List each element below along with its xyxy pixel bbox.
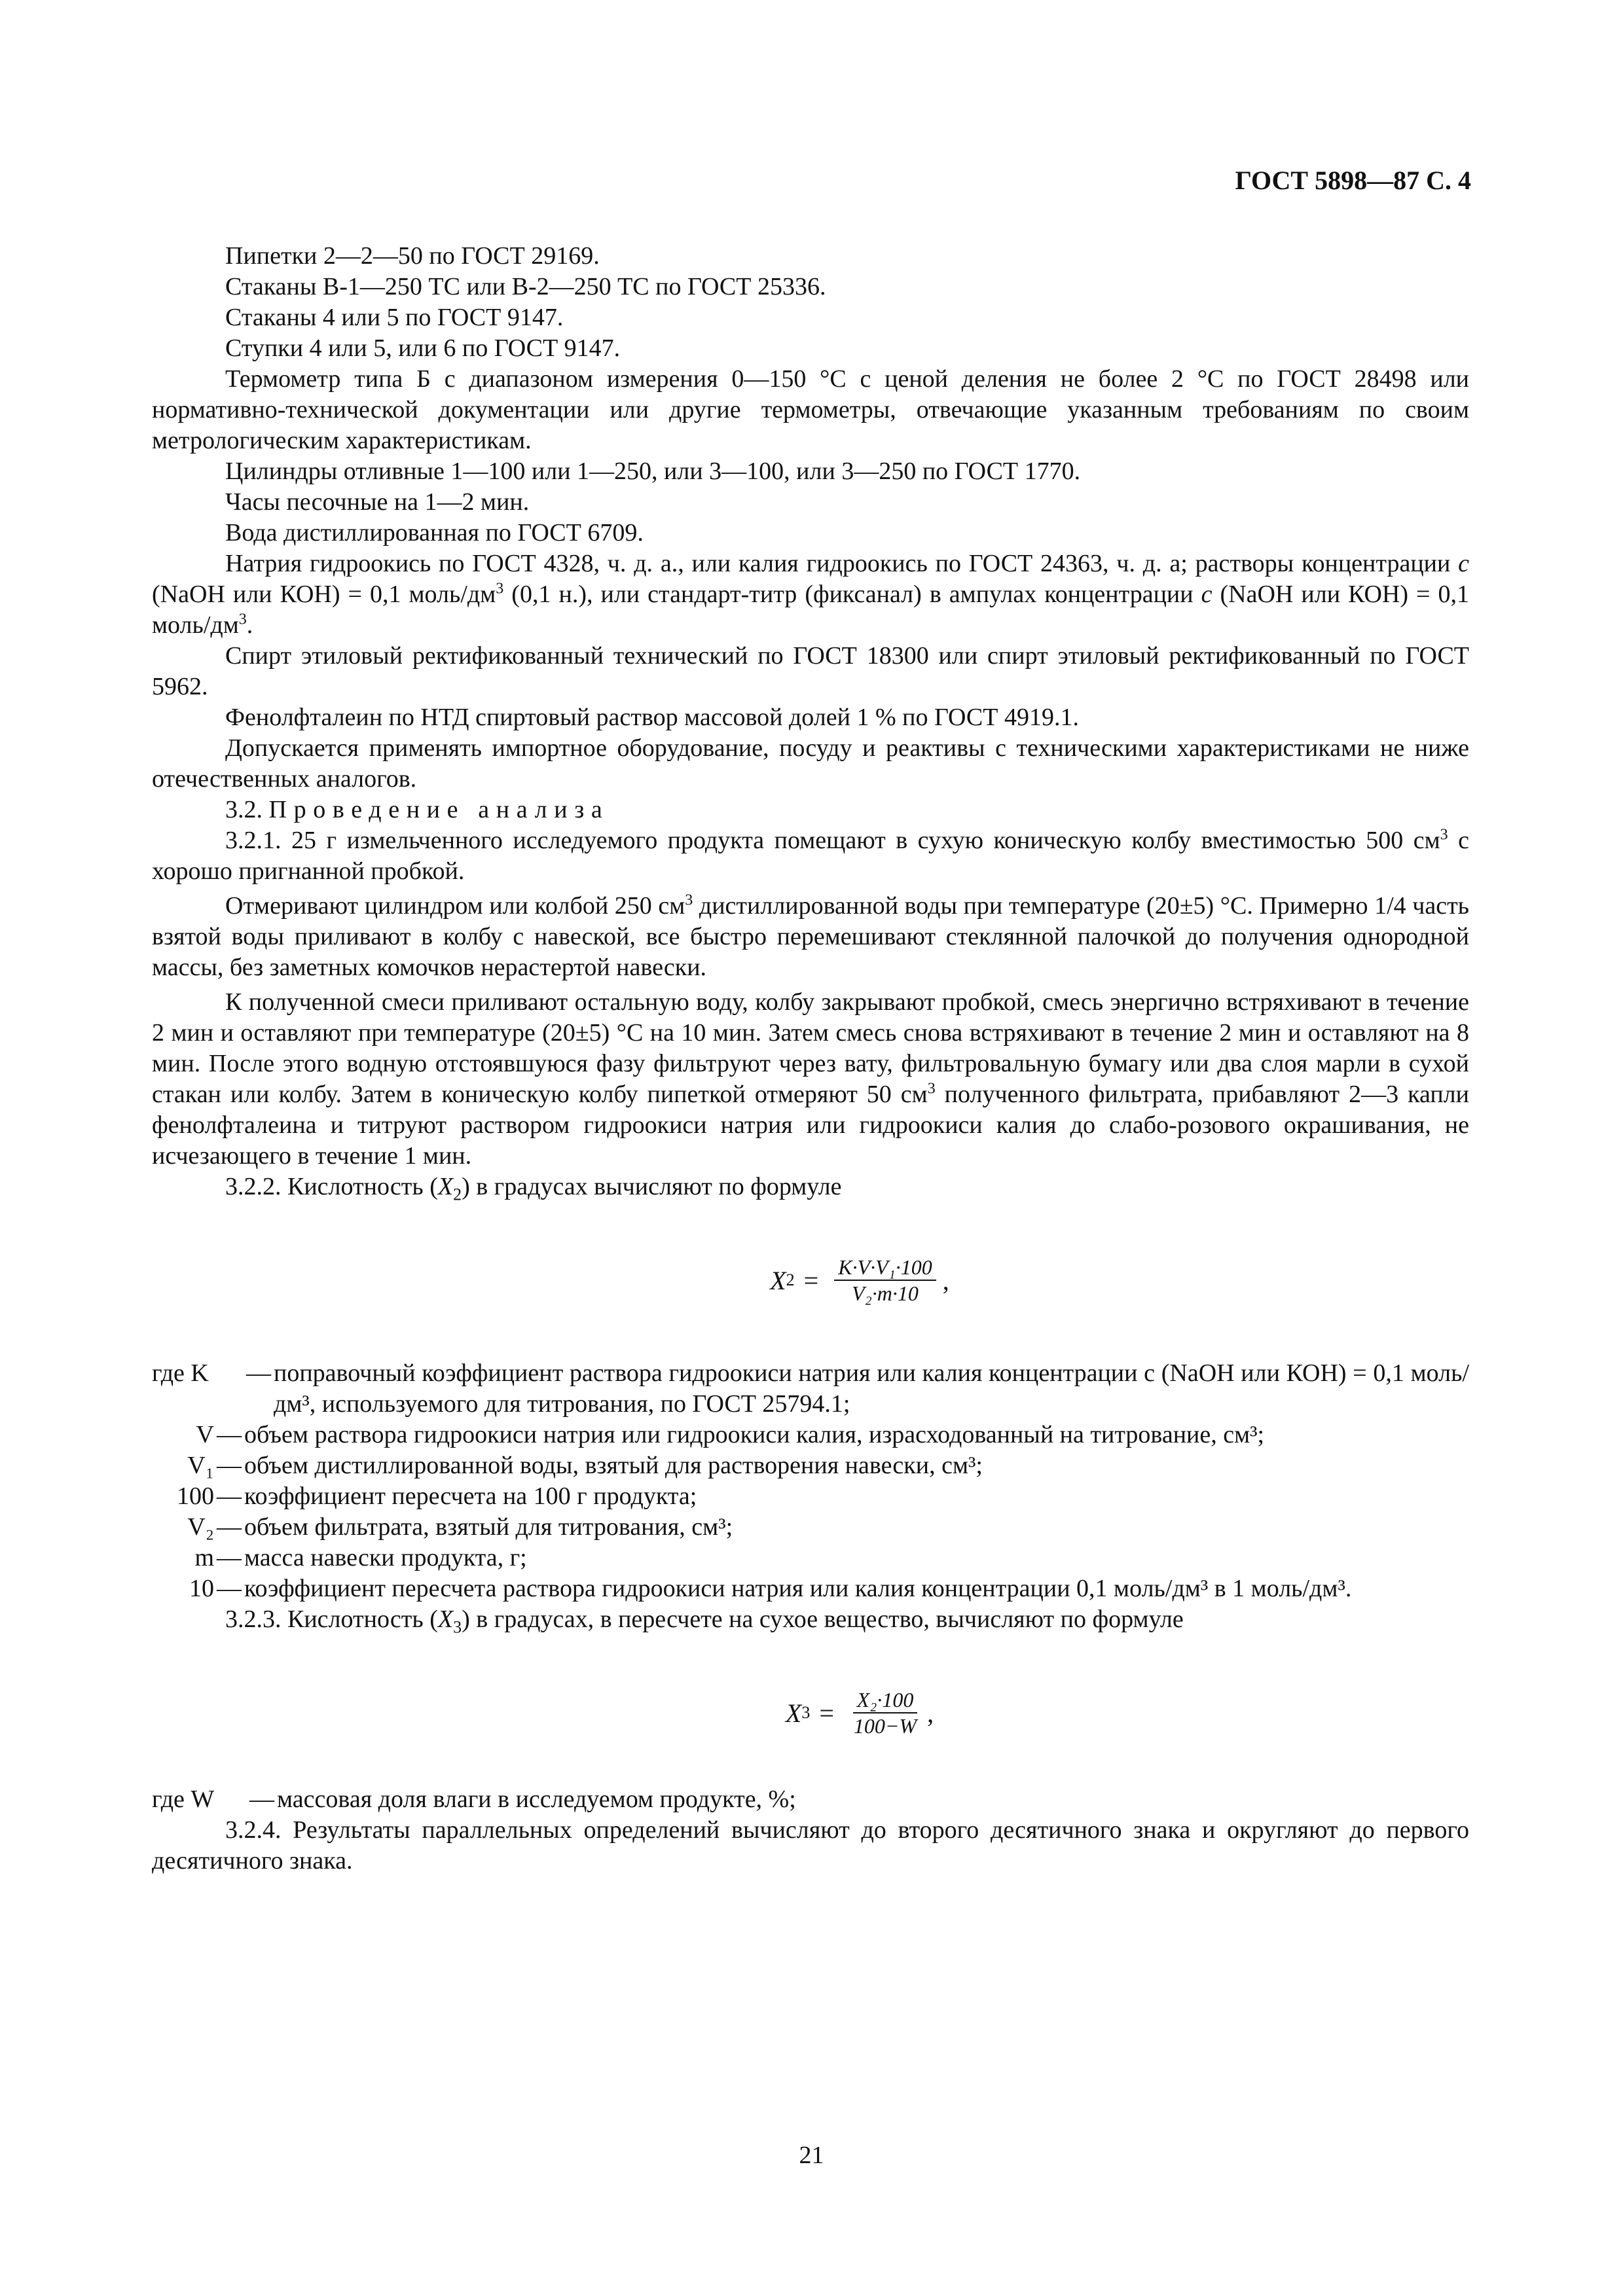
item-sand-clock: Часы песочные на 1—2 мин. (225, 488, 530, 516)
formula-x3-fraction: $\frac{\text{X₂·100}}{100-W}$ (853, 1688, 917, 1738)
paragraph-322: 3.2.2. Кислотность $(X_2)$ в градусах вычисляют по формуле (225, 1173, 842, 1204)
def-10: 10 — коэффициент пересчета раствора гидроокиси натрия или калия концентрации 0,1 моль/дм³ в 1 моль/дм³. (189, 1575, 1352, 1602)
def-v2: V₂ — объем фильтрата, взятый для титрования, см³; (187, 1513, 733, 1541)
paragraph-321-b: Отмеривают цилиндром или колбой 250 $см^3$ дистиллированной воды при температуре (20±5) °С. Примерно 1/4 часть взятой воды приливают в колбу с навеской, все быстро перемешивают стеклянной палочкой до получения однородной массы, без заметных комочков нерастертой навески. (152, 891, 1470, 981)
def-k: где K — поправочный коэффициент раствора гидроокиси натрия или калия концентрации c (NaOH или КОН) = 0,1 моль/дм³, используемого для титрования, по ГОСТ 25794.1; (152, 1359, 1469, 1418)
item-naoh: Натрия гидроокись по ГОСТ 4328, ч. д. а., или калия гидроокись по ГОСТ 24363, ч. д. а; растворы концентрации c (NaOH или КОН) = 0,1 моль/$дм^3$ (0,1 н.), или стандарт-титр (фиксанал) в ампулах концентрации c (NaOH или КОН) = 0,1 моль/$дм^3$. (152, 550, 1469, 639)
item-phenolphthalein: Фенолфталеин по НТД спиртовый раствор массовой долей 1 % по ГОСТ 4919.1. (225, 704, 1079, 731)
paragraph-323: 3.2.3. Кислотность $(X_3)$ в градусах, в пересчете на сухое вещество, вычисляют по формуле (225, 1605, 1184, 1637)
paragraph-321: 3.2.1. 25 г измельченного исследуемого продукта помещают в сухую коническую колбу вместимостью 500 $см^3$ с хорошо пригнанной пробкой. (152, 826, 1469, 885)
item-thermometer: Термометр типа Б с диапазоном измерения 0—150 °С с ценой деления не более 2 °С по ГОСТ 28498 или нормативно-технической документации или другие термометры, отвечающие указанным требованиям по своим метрологическим характеристикам. (152, 365, 1469, 454)
item-imports: Допускается применять импортное оборудование, посуду и реактивы с техническими характеристиками не ниже отечественных аналогов. (152, 734, 1469, 793)
item-mortars: Ступки 4 или 5, или 6 по ГОСТ 9147. (225, 334, 621, 362)
paragraph-321-c: К полученной смеси приливают остальную воду, колбу закрывают пробкой, смесь энергично встряхивают в течение 2 мин и оставляют при температуре (20±5) °С на 10 мин. Затем смесь снова встряхивают в течение 2 мин и оставляют на 8 мин. После этого водную отстоявшуюся фазу фильтруют через вату, фильтровальную бумагу или два слоя марли в сухой стакан или колбу. Затем в коническую колбу пипеткой отмеряют 50 $см^3$ полученного фильтрата, прибавляют 2—3 капли фенолфталеина и титруют раствором гидроокиси натрия или гидроокиси калия до слабо-розового окрашивания, не исчезающего в течение 1 мин. (152, 988, 1469, 1170)
document-body (152, 241, 1469, 1876)
paragraph-324: 3.2.4. Результаты параллельных определений вычисляют до второго десятичного знака и округляют до первого десятичного знака. (152, 1816, 1469, 1874)
def-m: m — масса навески продукта, г; (194, 1544, 527, 1571)
page-header: ГОСТ 5898—87 С. 4 (1235, 166, 1471, 195)
formula-x2: X 2 = $\frac{\text{K·V·V₁·100}}{\text{V₂·m·10}}$ , (770, 1255, 949, 1305)
def-w: где W — массовая доля влаги в исследуемом продукте, %; (152, 1785, 796, 1813)
item-cylinders: Цилиндры отливные 1—100 или 1—250, или 3—100, или 3—250 по ГОСТ 1770. (225, 457, 1081, 485)
section-heading: 3.2. Проведение анализа (225, 796, 610, 823)
item-beakers: Стаканы 4 или 5 по ГОСТ 9147. (225, 304, 564, 331)
def-v1: V₁ — объем дистиллированной воды, взятый для растворения навески, см³; (187, 1452, 983, 1479)
def-v: V — объем раствора гидроокиси натрия или гидроокиси калия, израсходованный на титрование, см³; (196, 1421, 1265, 1448)
formula-x2-fraction: $\frac{\text{K·V·V₁·100}}{\text{V₂·m·10}}$ (834, 1255, 936, 1306)
item-water: Вода дистиллированная по ГОСТ 6709. (225, 519, 644, 547)
item-beakers-ts: Стаканы В-1—250 ТС или В-2—250 ТС по ГОСТ 25336. (225, 273, 826, 300)
definitions-x2 (152, 1358, 1469, 1604)
item-pipettes: Пипетки 2—2—50 по ГОСТ 29169. (225, 242, 600, 270)
page-number: 21 (799, 2142, 824, 2169)
item-ethanol: Спирт этиловый ректификованный технический по ГОСТ 18300 или спирт этиловый ректификованный по ГОСТ 5962. (152, 642, 1469, 700)
def-100: 100 — коэффициент пересчета на 100 г продукта; (177, 1482, 697, 1510)
formula-x3: X 3 = $\frac{\text{X₂·100}}{100-W}$ , (785, 1688, 934, 1738)
